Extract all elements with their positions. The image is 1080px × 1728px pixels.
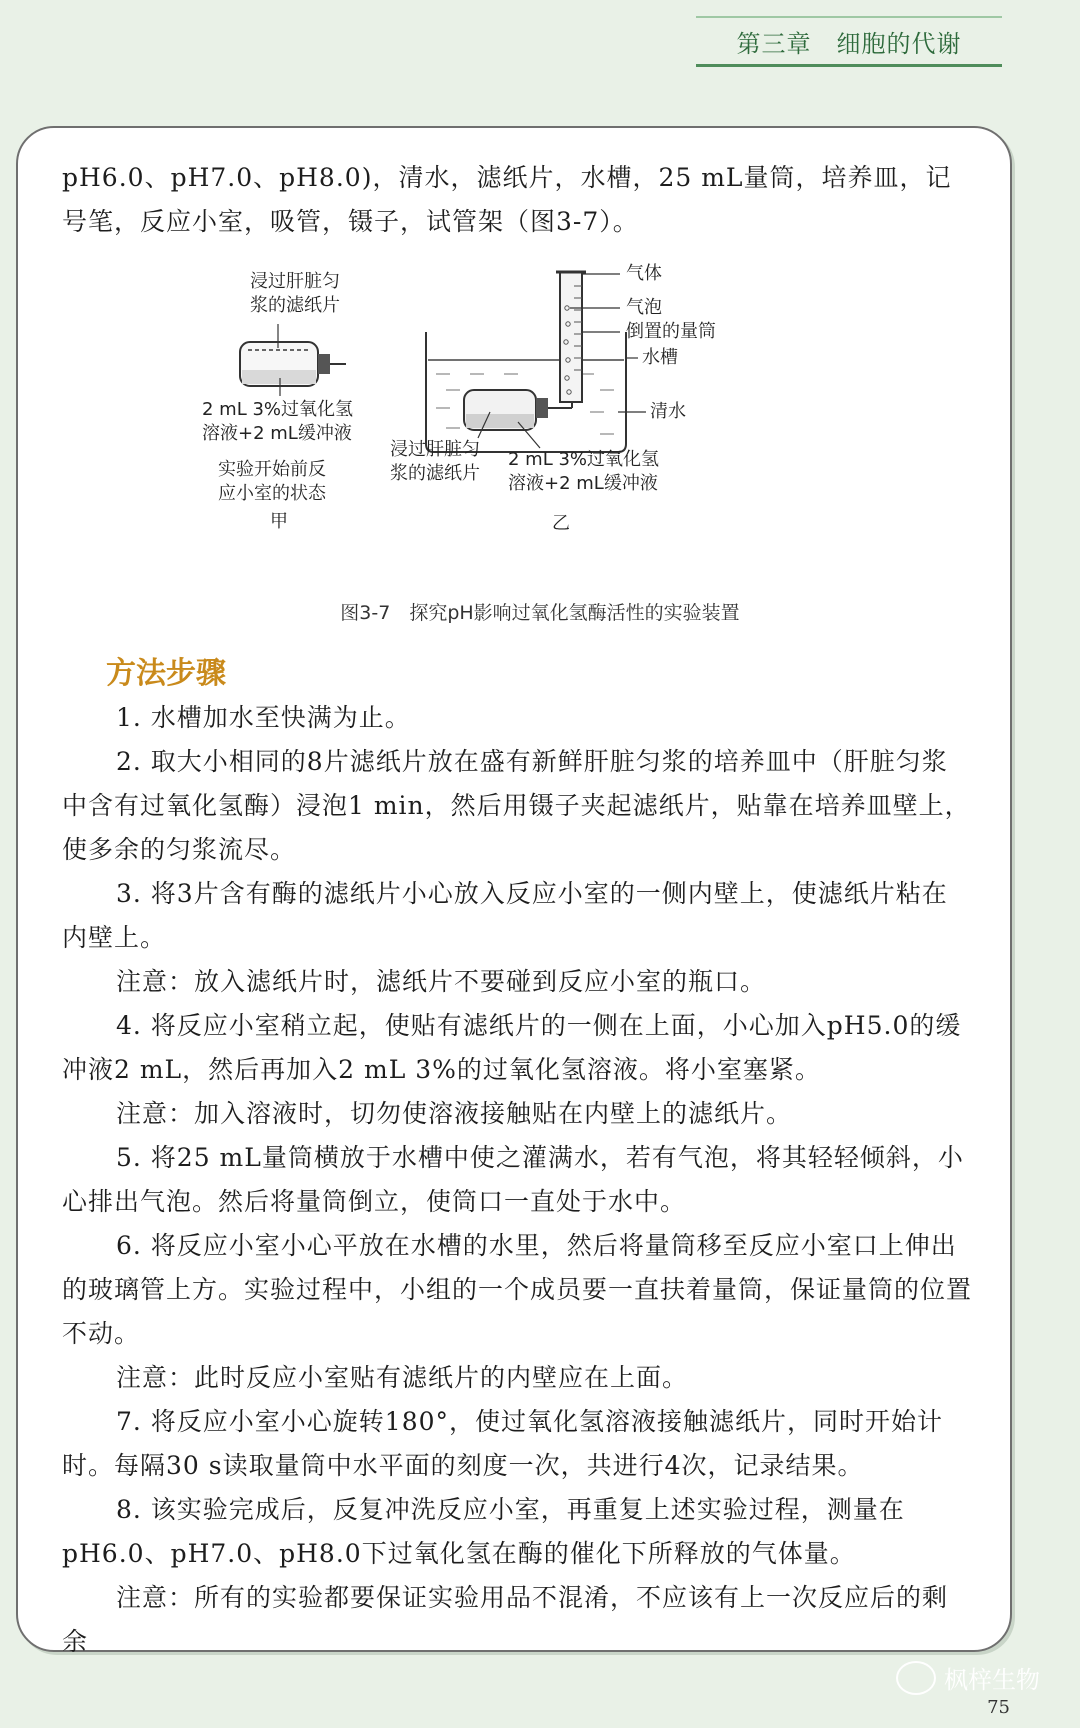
note-4: 注意：所有的实验都要保证实验用品不混淆，不应该有上一次反应后的剩余: [62, 1583, 949, 1656]
step-6: 6. 将反应小室小心平放在水槽的水里，然后将量筒移至反应小室口上伸出的玻璃管上方。实验过程中，小组的一个成员要一直扶着量筒，保证量筒的位置不动。: [62, 1231, 973, 1348]
step-8: 8. 该实验完成后，反复冲洗反应小室，再重复上述实验过程，测量在pH6.0、pH7.0、pH8.0下过氧化氢在酶的催化下所释放的气体量。: [62, 1495, 905, 1568]
intro-paragraph: pH6.0、pH7.0、pH8.0)，清水，滤纸片，水槽，25 mL量筒，培养皿，记号笔，反应小室，吸管，镊子，试管架（图3-7）。: [62, 163, 952, 236]
label-jia: 甲: [270, 511, 288, 532]
reaction-chamber-right: [464, 390, 572, 430]
chapter-title: 第三章 细胞的代谢: [736, 29, 962, 58]
label-bubble: 气泡: [626, 297, 662, 318]
watermark: [896, 1660, 1040, 1695]
figure-3-7: [200, 262, 820, 562]
step-3: 3. 将3片含有酶的滤纸片小心放入反应小室的一侧内壁上，使滤纸片粘在内壁上。: [62, 879, 948, 952]
watermark-text: 枫梓生物: [944, 1666, 1040, 1694]
page-number: 75: [987, 1697, 1010, 1718]
label-yi: 乙: [552, 513, 570, 534]
label-paper-right-1: 浸过肝脏匀: [390, 439, 480, 460]
label-water: 清水: [650, 401, 686, 422]
label-gas: 气体: [626, 263, 662, 284]
label-solution-left-2: 溶液+2 mL缓冲液: [202, 423, 352, 444]
label-paper-right-2: 浆的滤纸片: [390, 463, 480, 484]
inverted-cylinder: [556, 272, 586, 402]
note-1: 注意：放入滤纸片时，滤纸片不要碰到反应小室的瓶口。: [116, 967, 767, 996]
label-state-2: 应小室的状态: [218, 483, 326, 504]
wechat-icon: [896, 1661, 936, 1695]
step-2: 2. 取大小相同的8片滤纸片放在盛有新鲜肝脏匀浆的培养皿中（肝脏匀浆中含有过氧化氢酶）浸泡1 min，然后用镊子夹起滤纸片，贴靠在培养皿壁上，使多余的匀浆流尽。: [62, 747, 971, 864]
note-3: 注意：此时反应小室贴有滤纸片的内壁应在上面。: [116, 1363, 689, 1392]
step-7: 7. 将反应小室小心旋转180°，使过氧化氢溶液接触滤纸片，同时开始计时。每隔30 s读取量筒中水平面的刻度一次，共进行4次，记录结果。: [62, 1407, 944, 1480]
label-solution-right-1: 2 mL 3%过氧化氢: [508, 449, 660, 470]
note-2: 注意：加入溶液时，切勿使溶液接触贴在内壁上的滤纸片。: [116, 1099, 793, 1128]
section-title: 方法步骤: [106, 656, 226, 691]
figure-caption: 图3-7 探究pH影响过氧化氢酶活性的实验装置: [340, 602, 740, 624]
label-cylinder: 倒置的量筒: [626, 321, 716, 342]
label-paper-left-2: 浆的滤纸片: [250, 295, 340, 316]
label-tank: 水槽: [642, 347, 678, 368]
chapter-header: [696, 16, 1002, 67]
label-state-1: 实验开始前反: [218, 459, 326, 480]
step-4: 4. 将反应小室稍立起，使贴有滤纸片的一侧在上面，小心加入pH5.0的缓冲液2 mL，然后再加入2 mL 3%的过氧化氢溶液。将小室塞紧。: [62, 1011, 962, 1084]
label-paper-left-1: 浸过肝脏匀: [250, 271, 340, 292]
step-1: 1. 水槽加水至快满为止。: [116, 703, 411, 732]
reaction-chamber-left: [240, 342, 346, 386]
step-5: 5. 将25 mL量筒横放于水槽中使之灌满水，若有气泡，将其轻轻倾斜，小心排出气泡。然后将量筒倒立，使筒口一直处于水中。: [62, 1143, 964, 1216]
label-solution-right-2: 溶液+2 mL缓冲液: [508, 473, 658, 494]
label-solution-left-1: 2 mL 3%过氧化氢: [202, 399, 354, 420]
